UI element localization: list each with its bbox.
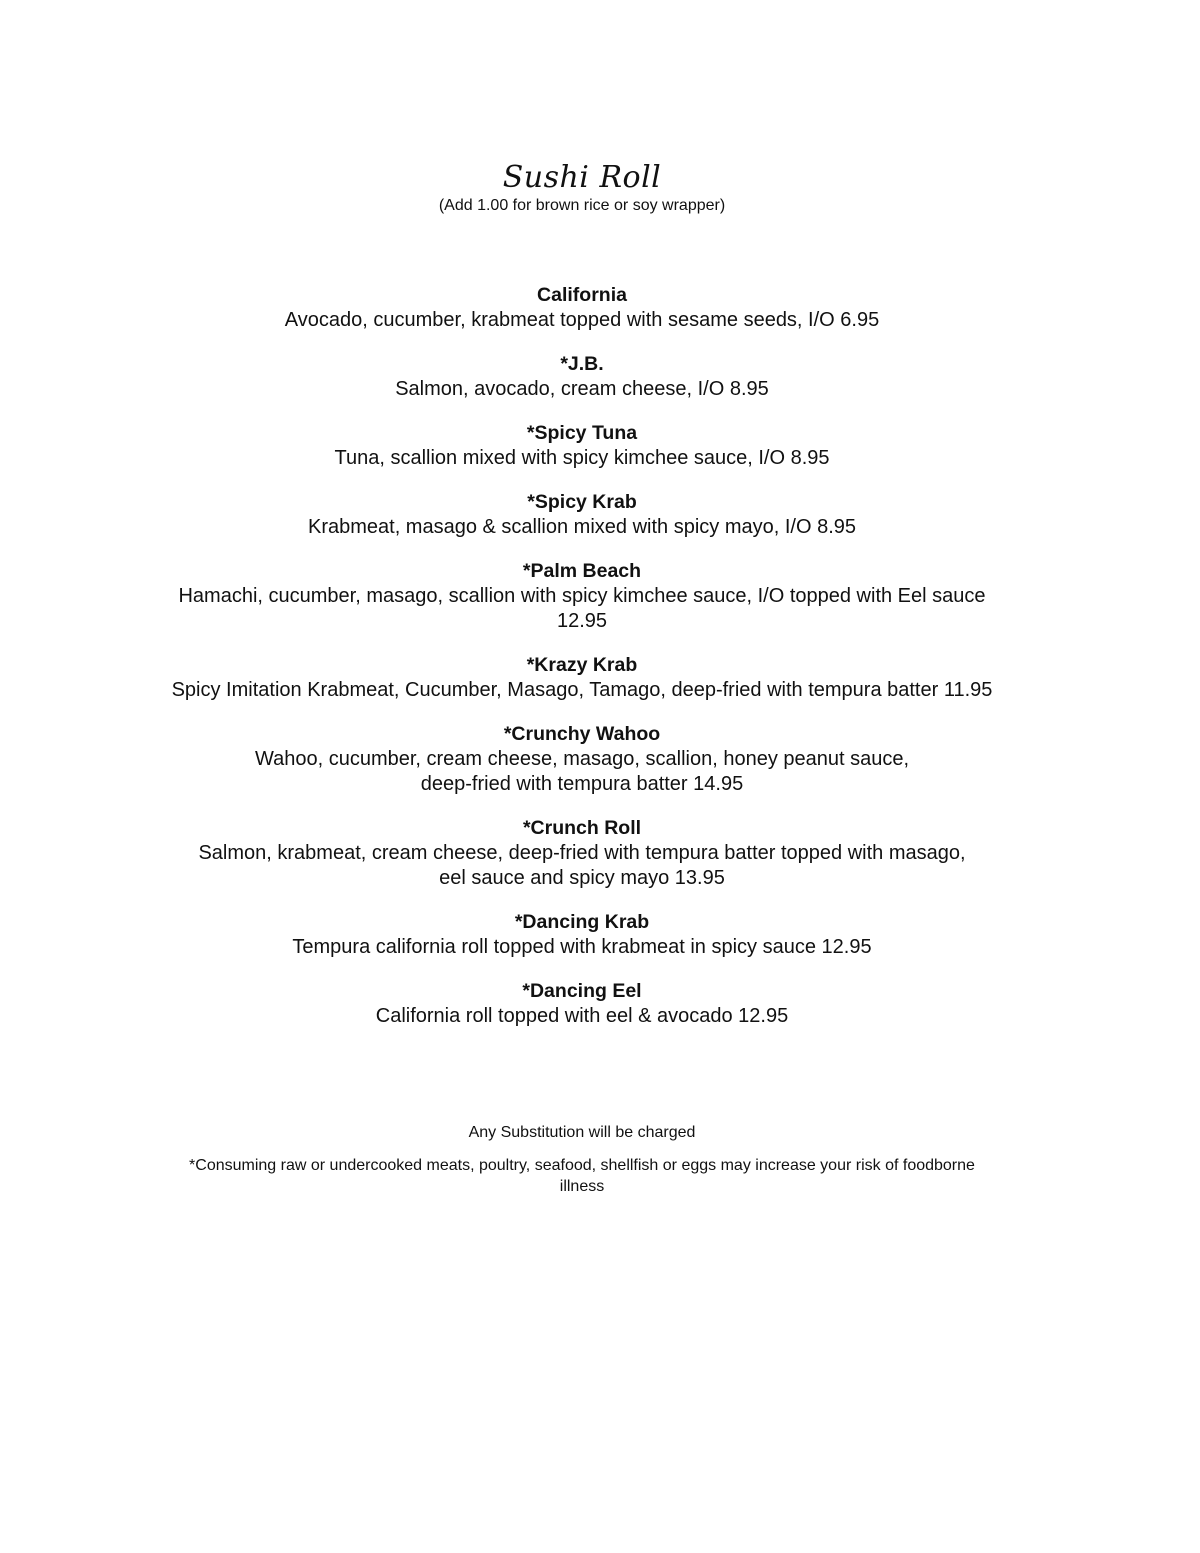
menu-item-palm-beach [0,559,1164,634]
menu-item-spicy-tuna [0,421,1164,471]
item-description-cont: eel sauce and spicy mayo 13.95 [439,867,725,889]
item-name: *Palm Beach [522,560,642,582]
menu-item-dancing-krab [0,910,1164,960]
item-name: *Crunchy Wahoo [503,723,661,745]
item-name: *Crunch Roll [522,817,642,839]
footer-notes [0,1124,1164,1197]
item-description: California roll topped with eel & avocado 12.95 [375,1005,789,1027]
menu-item-jb [0,352,1164,402]
item-name: *Spicy Krab [527,491,637,513]
item-description: Spicy Imitation Krabmeat, Cucumber, Masago, Tamago, deep-fried with tempura batter 11.95 [171,679,993,701]
menu-item-crunchy-wahoo [0,722,1164,797]
item-description: Wahoo, cucumber, cream cheese, masago, scallion, honey peanut sauce, [254,748,910,770]
menu-item-california [0,283,1164,333]
menu-item-krazy-krab [0,653,1164,703]
item-description: Tuna, scallion mixed with spicy kimchee sauce, I/O 8.95 [334,447,830,469]
item-description: Salmon, krabmeat, cream cheese, deep-fried with tempura batter topped with masago, [198,842,966,864]
item-description: Krabmeat, masago & scallion mixed with spicy mayo, I/O 8.95 [307,516,856,538]
consumer-advisory-line1: *Consuming raw or undercooked meats, poultry, seafood, shellfish or eggs may increase your risk of foodborne [189,1157,975,1174]
consumer-advisory-line2: illness [559,1178,605,1195]
page-title: Sushi Roll [502,160,662,195]
item-description: Hamachi, cucumber, masago, scallion with spicy kimchee sauce, I/O topped with Eel sauce [178,585,986,607]
item-name: *J.B. [560,353,604,375]
menu-item-dancing-eel [0,979,1164,1029]
consumer-advisory [0,1155,1164,1197]
menu-item-spicy-krab [0,490,1164,540]
item-description: Avocado, cucumber, krabmeat topped with sesame seeds, I/O 6.95 [284,309,880,331]
item-description: Salmon, avocado, cream cheese, I/O 8.95 [395,378,769,400]
page-subtitle: (Add 1.00 for brown rice or soy wrapper) [438,197,726,214]
item-name: California [537,284,627,306]
item-name: *Dancing Eel [522,980,642,1002]
item-description: Tempura california roll topped with krabmeat in spicy sauce 12.95 [292,936,872,958]
menu-list [0,283,1164,1048]
item-name: *Dancing Krab [514,911,650,933]
menu-item-crunch-roll [0,816,1164,891]
substitution-note: Any Substitution will be charged [468,1124,696,1141]
item-description-cont: 12.95 [556,610,608,632]
item-name: *Spicy Tuna [526,422,638,444]
item-name: *Krazy Krab [526,654,638,676]
item-description-cont: deep-fried with tempura batter 14.95 [420,773,744,795]
